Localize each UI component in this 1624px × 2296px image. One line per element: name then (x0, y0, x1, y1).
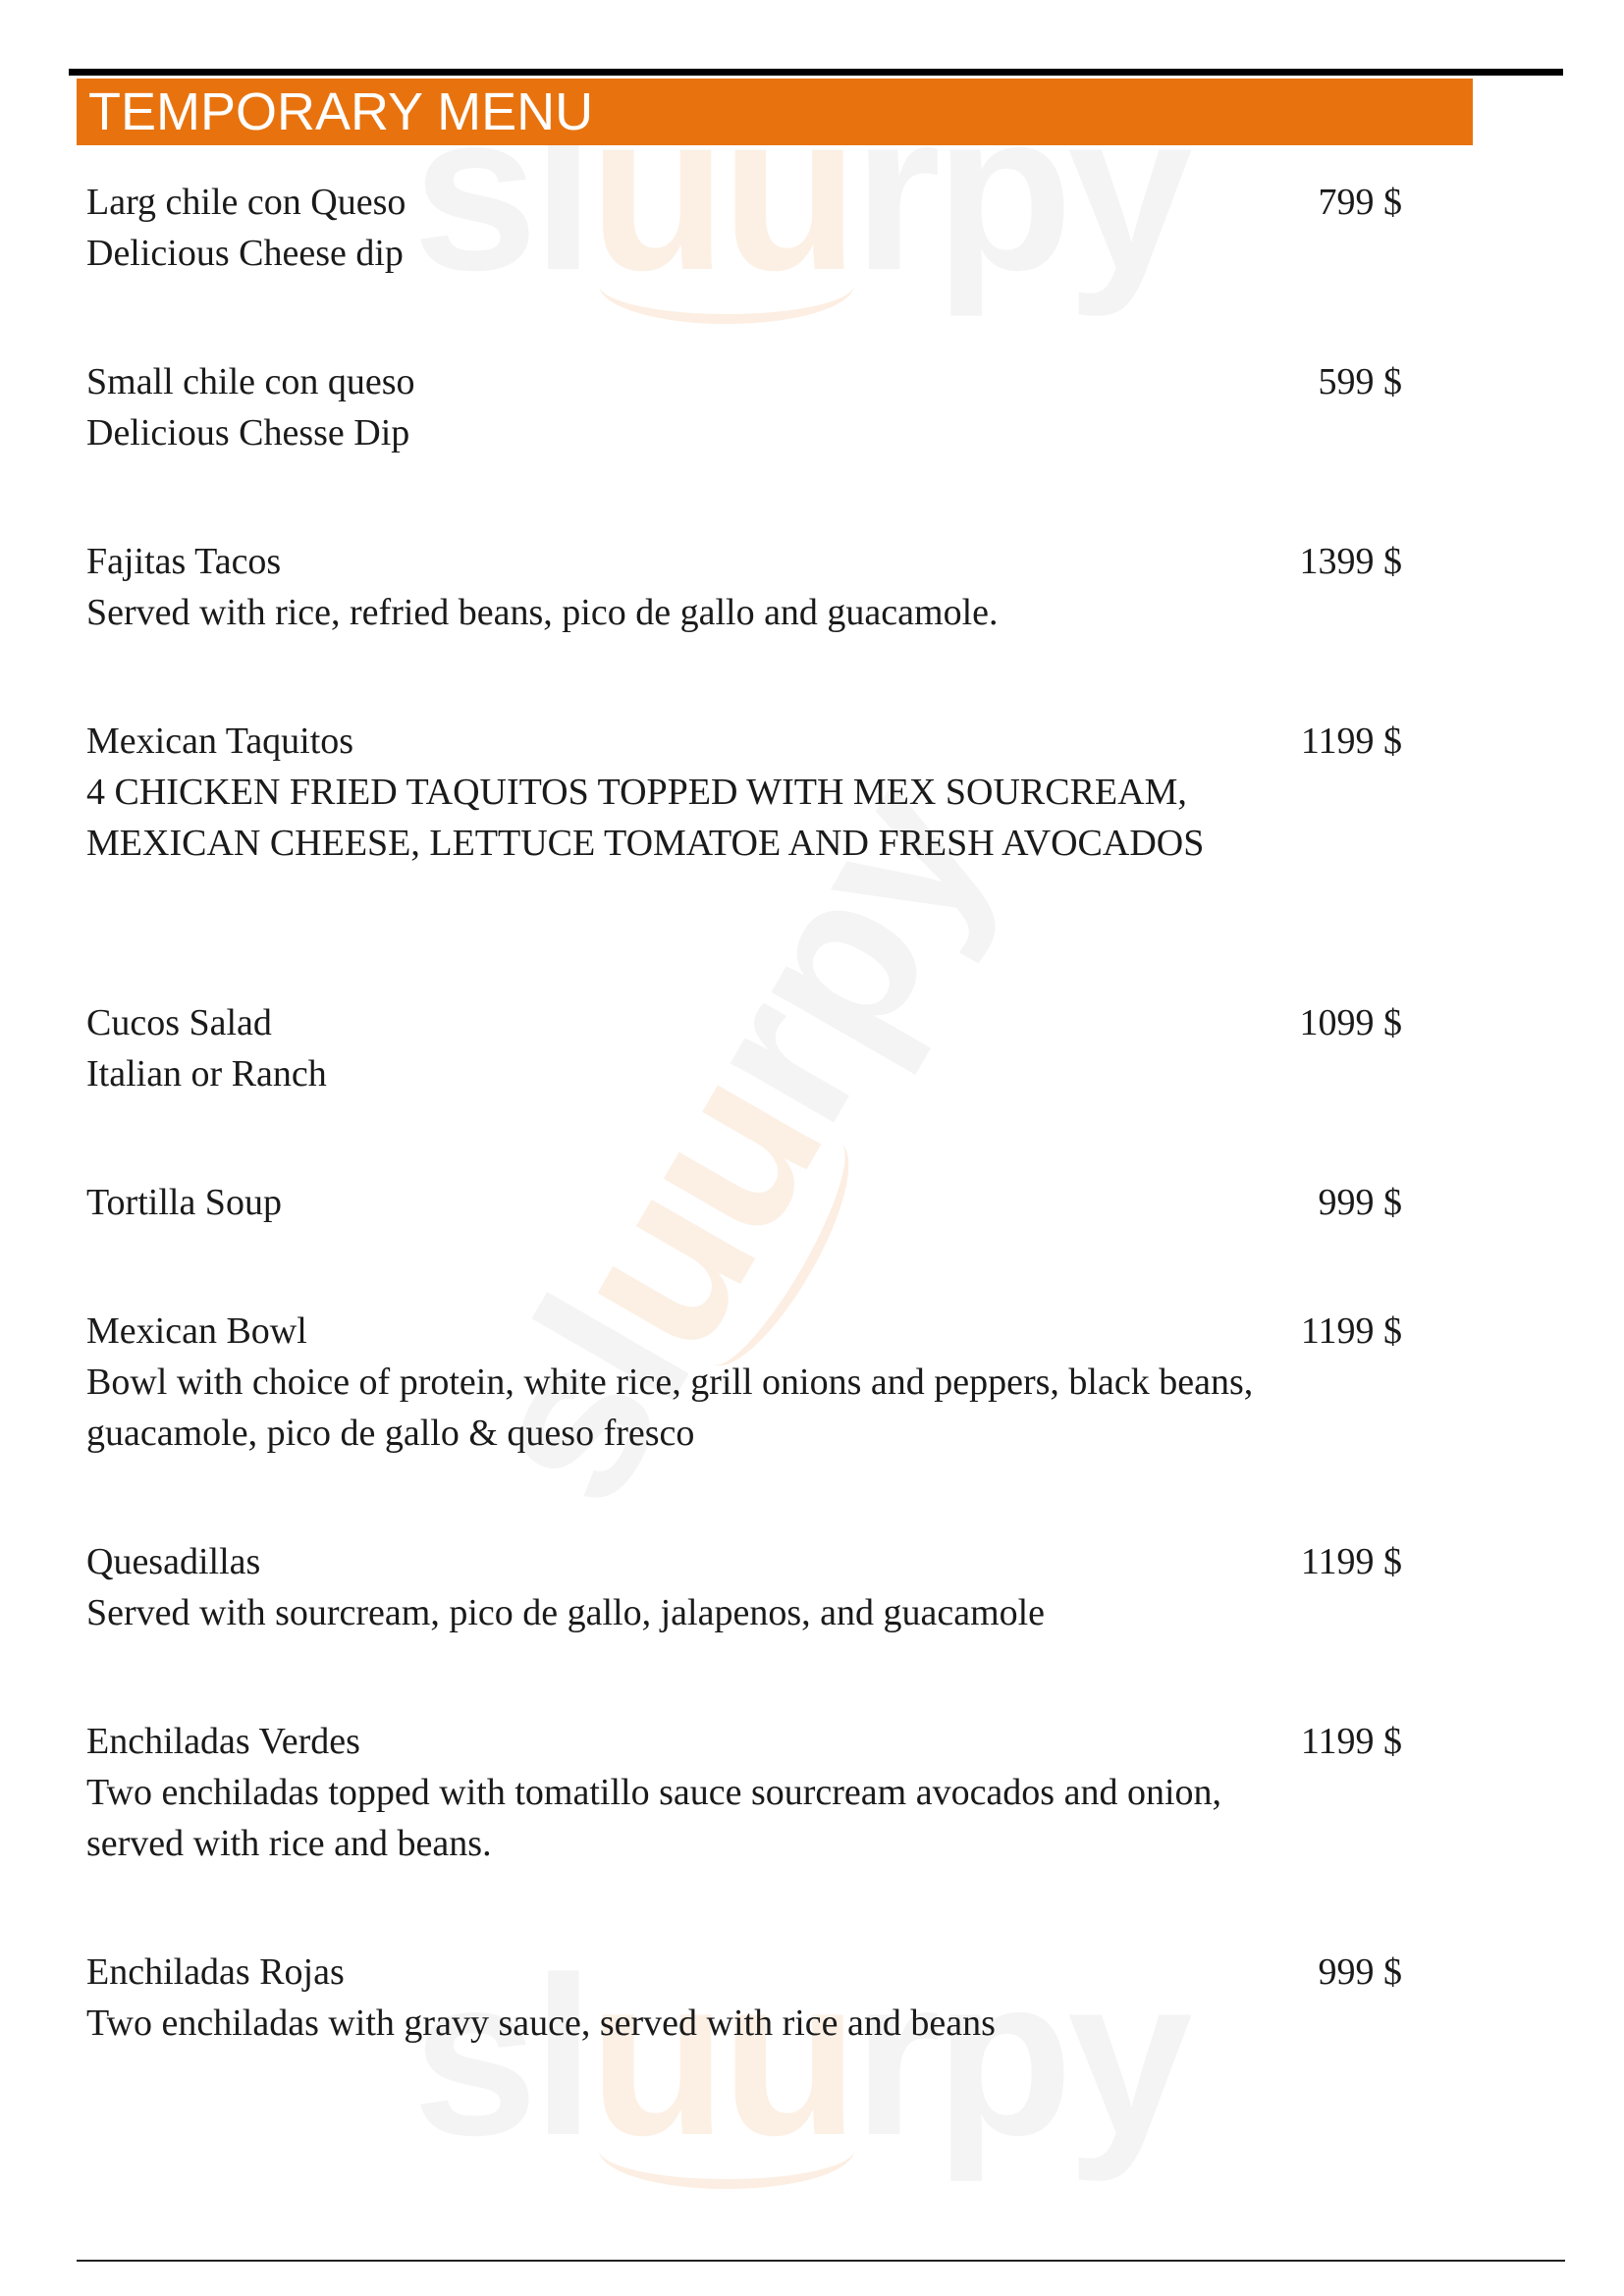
item-description: Italian or Ranch (86, 1053, 327, 1095)
menu-item (86, 1177, 1402, 1228)
bottom-rule (77, 2260, 1565, 2262)
watermark-logo: uu (441, 752, 1024, 1535)
item-price: 1399 $ (1299, 541, 1402, 582)
item-description: Two enchiladas topped with tomatillo sauce sourcream avocados and onion, served with rice and beans. (86, 1772, 1222, 1864)
item-name: Tortilla Soup (86, 1182, 282, 1223)
item-name: Fajitas Tacos (86, 541, 282, 582)
menu-item (86, 356, 1402, 458)
item-price: 1199 $ (1300, 1721, 1402, 1762)
menu-header (77, 79, 1473, 145)
watermark-logo: uu (412, 1944, 1187, 2169)
item-price: 999 $ (1318, 1182, 1402, 1223)
menu-item (86, 1536, 1402, 1638)
item-description: Served with sourcream, pico de gallo, jalapenos, and guacamole (86, 1592, 1046, 1633)
item-name: Enchiladas Verdes (86, 1721, 360, 1762)
item-name: Quesadillas (86, 1541, 261, 1582)
item-price: 799 $ (1318, 182, 1402, 223)
item-price: 1199 $ (1300, 1541, 1402, 1582)
item-name: Enchiladas Rojas (86, 1951, 345, 1993)
item-description: Two enchiladas with gravy sauce, served with rice and beans (86, 2002, 996, 2044)
item-description: Bowl with choice of protein, white rice, grill onions and peppers, black beans, guacamole, pico de gallo & queso fresco (86, 1362, 1254, 1454)
item-description: 4 CHICKEN FRIED TAQUITOS TOPPED WITH MEX SOURCREAM, MEXICAN CHEESE, LETTUCE TOMATOE AND FRESH AVOCADOS (86, 772, 1205, 864)
watermark-logo: uu (412, 79, 1187, 304)
item-name: Mexican Bowl (86, 1310, 307, 1352)
menu-item (86, 716, 1402, 869)
menu-item (86, 1306, 1402, 1459)
item-description: Delicious Cheese dip (86, 233, 404, 274)
menu-title: TEMPORARY MENU (88, 82, 594, 141)
item-price: 1199 $ (1300, 1310, 1402, 1352)
item-description: Served with rice, refried beans, pico de gallo and guacamole. (86, 592, 999, 633)
item-name: Small chile con queso (86, 361, 415, 402)
menu-item (86, 536, 1402, 638)
item-name: Larg chile con Queso (86, 182, 406, 223)
item-name: Cucos Salad (86, 1002, 272, 1043)
item-price: 999 $ (1318, 1951, 1402, 1993)
menu-item (86, 997, 1402, 1099)
menu-item (86, 177, 1402, 279)
item-description: Delicious Chesse Dip (86, 412, 410, 454)
menu-item (86, 1947, 1402, 2049)
item-price: 1199 $ (1300, 721, 1402, 762)
item-price: 1099 $ (1299, 1002, 1402, 1043)
item-price: 599 $ (1318, 361, 1402, 402)
menu-item (86, 1716, 1402, 1869)
top-rule (69, 69, 1563, 76)
item-name: Mexican Taquitos (86, 721, 354, 762)
